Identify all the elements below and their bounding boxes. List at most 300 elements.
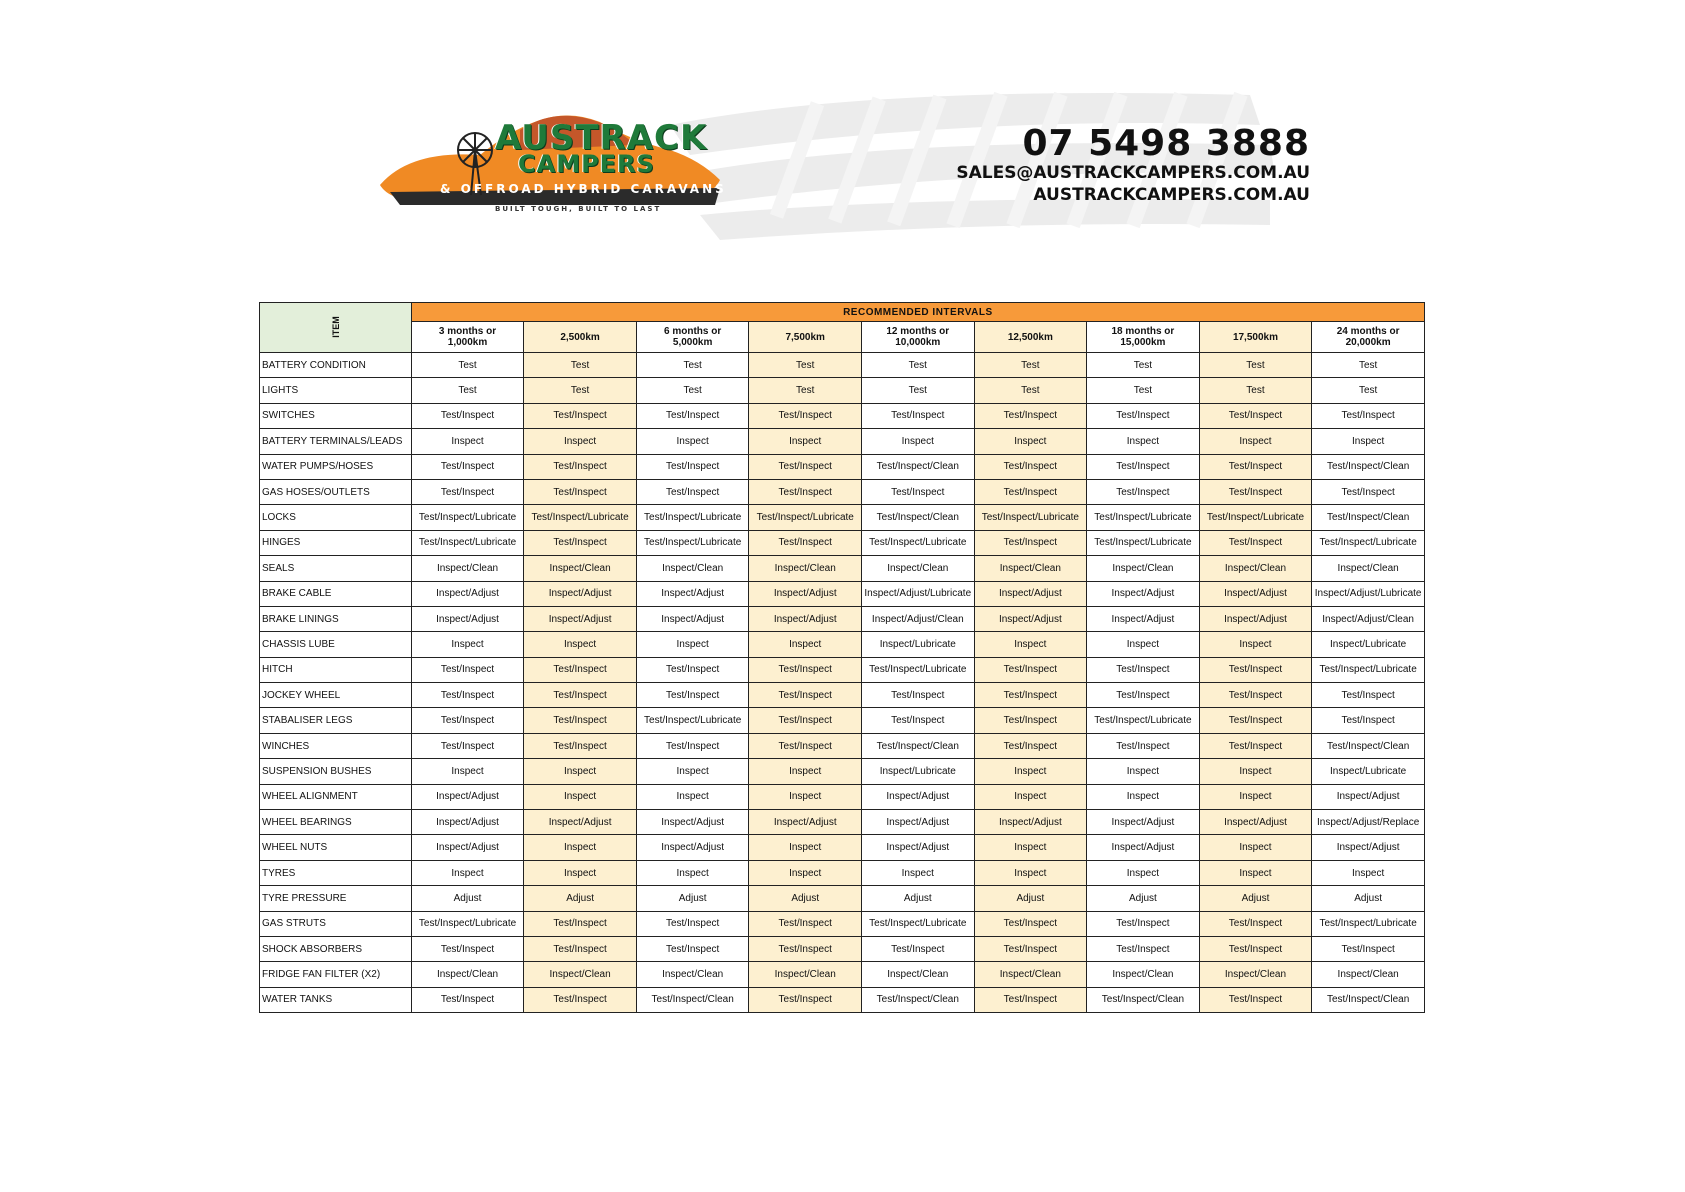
action-cell: Inspect/Clean bbox=[524, 556, 637, 581]
action-cell: Test/Inspect bbox=[411, 479, 524, 504]
action-cell: Test/Inspect bbox=[1199, 911, 1312, 936]
action-cell: Inspect bbox=[1312, 860, 1425, 885]
item-name-cell: LIGHTS bbox=[260, 378, 412, 403]
item-column-header bbox=[260, 303, 412, 353]
item-name-cell: WATER PUMPS/HOSES bbox=[260, 454, 412, 479]
action-cell: Test/Inspect/Clean bbox=[862, 505, 975, 530]
contact-phone[interactable]: 07 5498 3888 bbox=[1022, 123, 1310, 164]
interval-label: 3 months or bbox=[438, 326, 497, 337]
action-cell: Test/Inspect bbox=[1199, 987, 1312, 1012]
action-cell: Test/Inspect bbox=[974, 403, 1087, 428]
action-cell: Test/Inspect bbox=[524, 911, 637, 936]
action-cell: Test/Inspect bbox=[636, 479, 749, 504]
action-cell: Test/Inspect bbox=[636, 683, 749, 708]
action-cell: Test bbox=[974, 353, 1087, 378]
action-cell: Test/Inspect bbox=[1199, 454, 1312, 479]
action-cell: Inspect/Adjust bbox=[636, 835, 749, 860]
action-cell: Inspect bbox=[524, 759, 637, 784]
contact-email[interactable]: SALES@AUSTRACKCAMPERS.COM.AU bbox=[956, 163, 1310, 183]
action-cell: Test/Inspect bbox=[524, 479, 637, 504]
action-cell: Inspect/Adjust bbox=[974, 810, 1087, 835]
action-cell: Test/Inspect bbox=[1087, 911, 1200, 936]
action-cell: Test bbox=[1312, 378, 1425, 403]
action-cell: Adjust bbox=[1087, 886, 1200, 911]
action-cell: Inspect/Adjust bbox=[636, 581, 749, 606]
interval-header bbox=[862, 322, 975, 353]
action-cell: Test/Inspect bbox=[1199, 479, 1312, 504]
table-row bbox=[260, 632, 1425, 657]
interval-distance: 1,000km bbox=[447, 337, 488, 348]
action-cell: Inspect/Clean bbox=[1087, 556, 1200, 581]
action-cell: Test bbox=[524, 378, 637, 403]
action-cell: Test/Inspect bbox=[524, 936, 637, 961]
action-cell: Test bbox=[1199, 378, 1312, 403]
action-cell: Inspect/Lubricate bbox=[1312, 632, 1425, 657]
action-cell: Test bbox=[862, 353, 975, 378]
action-cell: Test bbox=[636, 353, 749, 378]
action-cell: Test/Inspect bbox=[974, 936, 1087, 961]
action-cell: Test/Inspect bbox=[1199, 733, 1312, 758]
action-cell: Inspect/Adjust bbox=[974, 581, 1087, 606]
table-row bbox=[260, 860, 1425, 885]
action-cell: Test/Inspect bbox=[411, 657, 524, 682]
action-cell: Inspect/Adjust bbox=[1199, 810, 1312, 835]
action-cell: Test/Inspect bbox=[749, 936, 862, 961]
action-cell: Inspect/Adjust bbox=[749, 810, 862, 835]
interval-label: 24 months or bbox=[1336, 326, 1400, 337]
table-row bbox=[260, 657, 1425, 682]
action-cell: Test/Inspect bbox=[862, 708, 975, 733]
action-cell: Test/Inspect/Clean bbox=[1312, 454, 1425, 479]
interval-label: 6 months or bbox=[664, 326, 722, 337]
action-cell: Test bbox=[411, 378, 524, 403]
action-cell: Test/Inspect/Lubricate bbox=[524, 505, 637, 530]
action-cell: Test/Inspect/Lubricate bbox=[974, 505, 1087, 530]
action-cell: Test/Inspect bbox=[1199, 657, 1312, 682]
action-cell: Test/Inspect bbox=[411, 454, 524, 479]
table-row bbox=[260, 886, 1425, 911]
action-cell: Adjust bbox=[1312, 886, 1425, 911]
action-cell: Inspect/Adjust bbox=[411, 784, 524, 809]
item-name-cell: BATTERY CONDITION bbox=[260, 353, 412, 378]
action-cell: Inspect/Clean bbox=[749, 556, 862, 581]
action-cell: Test/Inspect bbox=[1199, 530, 1312, 555]
table-title: RECOMMENDED INTERVALS bbox=[411, 303, 1424, 322]
table-row bbox=[260, 733, 1425, 758]
item-header-label: ITEM bbox=[330, 316, 341, 338]
action-cell: Test/Inspect bbox=[1087, 479, 1200, 504]
action-cell: Inspect bbox=[636, 860, 749, 885]
item-name-cell: WHEEL BEARINGS bbox=[260, 810, 412, 835]
item-name-cell: WHEEL ALIGNMENT bbox=[260, 784, 412, 809]
action-cell: Test/Inspect bbox=[974, 657, 1087, 682]
action-cell: Test/Inspect bbox=[749, 987, 862, 1012]
item-name-cell: TYRES bbox=[260, 860, 412, 885]
action-cell: Inspect/Clean bbox=[862, 962, 975, 987]
action-cell: Adjust bbox=[974, 886, 1087, 911]
action-cell: Inspect bbox=[524, 835, 637, 860]
action-cell: Test/Inspect/Clean bbox=[1312, 733, 1425, 758]
item-name-cell: SUSPENSION BUSHES bbox=[260, 759, 412, 784]
action-cell: Test/Inspect bbox=[862, 479, 975, 504]
interval-header bbox=[974, 322, 1087, 353]
action-cell: Inspect bbox=[524, 429, 637, 454]
action-cell: Inspect bbox=[749, 860, 862, 885]
action-cell: Test bbox=[862, 378, 975, 403]
item-name-cell: SWITCHES bbox=[260, 403, 412, 428]
action-cell: Test/Inspect bbox=[411, 708, 524, 733]
interval-label: 17,500km bbox=[1232, 331, 1278, 343]
action-cell: Test bbox=[749, 353, 862, 378]
interval-distance: 15,000km bbox=[1120, 337, 1166, 348]
table-row bbox=[260, 429, 1425, 454]
item-name-cell: BRAKE CABLE bbox=[260, 581, 412, 606]
action-cell: Test/Inspect/Clean bbox=[862, 987, 975, 1012]
action-cell: Inspect bbox=[1087, 784, 1200, 809]
table-row bbox=[260, 962, 1425, 987]
action-cell: Test/Inspect bbox=[524, 733, 637, 758]
action-cell: Inspect bbox=[411, 759, 524, 784]
action-cell: Inspect bbox=[636, 632, 749, 657]
action-cell: Inspect/Adjust bbox=[1199, 606, 1312, 631]
action-cell: Inspect/Clean bbox=[1199, 556, 1312, 581]
action-cell: Test/Inspect bbox=[636, 454, 749, 479]
action-cell: Test/Inspect bbox=[974, 911, 1087, 936]
action-cell: Inspect/Clean bbox=[636, 556, 749, 581]
action-cell: Inspect bbox=[862, 429, 975, 454]
action-cell: Test/Inspect bbox=[1312, 708, 1425, 733]
item-name-cell: WATER TANKS bbox=[260, 987, 412, 1012]
action-cell: Inspect/Clean bbox=[1312, 556, 1425, 581]
action-cell: Inspect/Adjust bbox=[1087, 835, 1200, 860]
action-cell: Test/Inspect bbox=[1087, 683, 1200, 708]
table-row bbox=[260, 581, 1425, 606]
action-cell: Inspect bbox=[524, 860, 637, 885]
interval-label: 12,500km bbox=[1007, 331, 1053, 343]
table-row bbox=[260, 835, 1425, 860]
action-cell: Test/Inspect/Lubricate bbox=[1199, 505, 1312, 530]
action-cell: Test/Inspect bbox=[1312, 403, 1425, 428]
table-row bbox=[260, 606, 1425, 631]
action-cell: Inspect/Adjust/Clean bbox=[862, 606, 975, 631]
action-cell: Adjust bbox=[749, 886, 862, 911]
table-row bbox=[260, 530, 1425, 555]
action-cell: Test/Inspect bbox=[636, 733, 749, 758]
item-name-cell: CHASSIS LUBE bbox=[260, 632, 412, 657]
action-cell: Inspect bbox=[749, 632, 862, 657]
action-cell: Inspect/Adjust bbox=[1087, 606, 1200, 631]
action-cell: Test/Inspect/Lubricate bbox=[636, 505, 749, 530]
action-cell: Test/Inspect bbox=[974, 733, 1087, 758]
action-cell: Test/Inspect bbox=[749, 657, 862, 682]
action-cell: Test/Inspect bbox=[749, 403, 862, 428]
item-name-cell: LOCKS bbox=[260, 505, 412, 530]
action-cell: Inspect/Adjust bbox=[1312, 784, 1425, 809]
interval-header bbox=[524, 322, 637, 353]
action-cell: Inspect/Adjust bbox=[1087, 810, 1200, 835]
item-name-cell: HITCH bbox=[260, 657, 412, 682]
action-cell: Inspect/Adjust bbox=[411, 581, 524, 606]
action-cell: Inspect bbox=[1087, 632, 1200, 657]
action-cell: Test/Inspect bbox=[974, 454, 1087, 479]
action-cell: Inspect/Clean bbox=[524, 962, 637, 987]
action-cell: Inspect bbox=[749, 835, 862, 860]
action-cell: Test/Inspect bbox=[411, 987, 524, 1012]
action-cell: Test/Inspect/Lubricate bbox=[1087, 708, 1200, 733]
action-cell: Test bbox=[974, 378, 1087, 403]
action-cell: Inspect/Adjust bbox=[524, 606, 637, 631]
action-cell: Test/Inspect/Lubricate bbox=[411, 530, 524, 555]
action-cell: Test/Inspect bbox=[1312, 936, 1425, 961]
action-cell: Test bbox=[636, 378, 749, 403]
table-row bbox=[260, 759, 1425, 784]
action-cell: Inspect/Clean bbox=[1199, 962, 1312, 987]
action-cell: Inspect/Adjust bbox=[862, 810, 975, 835]
action-cell: Inspect/Clean bbox=[974, 962, 1087, 987]
header-banner bbox=[370, 85, 1330, 245]
action-cell: Inspect/Adjust bbox=[1199, 581, 1312, 606]
action-cell: Test/Inspect bbox=[1199, 403, 1312, 428]
action-cell: Inspect/Adjust bbox=[524, 581, 637, 606]
action-cell: Test/Inspect/Lubricate bbox=[862, 530, 975, 555]
item-name-cell: FRIDGE FAN FILTER (X2) bbox=[260, 962, 412, 987]
item-name-cell: BRAKE LININGS bbox=[260, 606, 412, 631]
action-cell: Test/Inspect bbox=[524, 530, 637, 555]
action-cell: Test bbox=[411, 353, 524, 378]
action-cell: Inspect/Adjust bbox=[862, 784, 975, 809]
action-cell: Inspect bbox=[974, 860, 1087, 885]
action-cell: Inspect bbox=[974, 759, 1087, 784]
action-cell: Test/Inspect/Lubricate bbox=[411, 505, 524, 530]
action-cell: Test/Inspect/Clean bbox=[1312, 987, 1425, 1012]
action-cell: Adjust bbox=[524, 886, 637, 911]
interval-header bbox=[1199, 322, 1312, 353]
action-cell: Test bbox=[749, 378, 862, 403]
service-schedule-table bbox=[259, 302, 1425, 1013]
action-cell: Inspect bbox=[1199, 860, 1312, 885]
action-cell: Test bbox=[1312, 353, 1425, 378]
action-cell: Inspect/Adjust bbox=[974, 606, 1087, 631]
action-cell: Inspect/Adjust bbox=[862, 835, 975, 860]
action-cell: Inspect bbox=[1199, 429, 1312, 454]
action-cell: Test/Inspect/Clean bbox=[636, 987, 749, 1012]
action-cell: Test/Inspect bbox=[749, 530, 862, 555]
logo-slogan: BUILT TOUGH, BUILT TO LAST bbox=[495, 205, 662, 213]
action-cell: Test/Inspect bbox=[1087, 657, 1200, 682]
action-cell: Inspect bbox=[749, 429, 862, 454]
action-cell: Adjust bbox=[1199, 886, 1312, 911]
interval-label: 12 months or bbox=[886, 326, 950, 337]
action-cell: Test/Inspect bbox=[1312, 683, 1425, 708]
action-cell: Test/Inspect bbox=[524, 708, 637, 733]
action-cell: Test/Inspect/Lubricate bbox=[749, 505, 862, 530]
action-cell: Inspect bbox=[749, 784, 862, 809]
action-cell: Test bbox=[1087, 378, 1200, 403]
item-name-cell: WINCHES bbox=[260, 733, 412, 758]
item-name-cell: GAS STRUTS bbox=[260, 911, 412, 936]
schedule-body bbox=[260, 353, 1425, 1013]
action-cell: Inspect/Clean bbox=[636, 962, 749, 987]
action-cell: Inspect bbox=[524, 784, 637, 809]
action-cell: Inspect bbox=[636, 759, 749, 784]
item-name-cell: JOCKEY WHEEL bbox=[260, 683, 412, 708]
logo-tagline: & OFFROAD HYBRID CARAVANS bbox=[440, 182, 727, 196]
table-row bbox=[260, 683, 1425, 708]
action-cell: Test/Inspect bbox=[1087, 403, 1200, 428]
action-cell: Test/Inspect bbox=[749, 708, 862, 733]
action-cell: Test/Inspect bbox=[974, 479, 1087, 504]
interval-label: 7,500km bbox=[785, 331, 825, 343]
action-cell: Test/Inspect bbox=[1199, 936, 1312, 961]
action-cell: Test/Inspect bbox=[636, 657, 749, 682]
interval-distance: 20,000km bbox=[1345, 337, 1391, 348]
action-cell: Inspect/Lubricate bbox=[1312, 759, 1425, 784]
action-cell: Inspect/Adjust/Lubricate bbox=[1312, 581, 1425, 606]
action-cell: Test/Inspect bbox=[974, 708, 1087, 733]
action-cell: Test/Inspect bbox=[524, 657, 637, 682]
interval-header bbox=[1087, 322, 1200, 353]
action-cell: Inspect bbox=[411, 632, 524, 657]
action-cell: Test/Inspect bbox=[749, 733, 862, 758]
table-row bbox=[260, 708, 1425, 733]
action-cell: Test/Inspect bbox=[524, 987, 637, 1012]
action-cell: Test/Inspect bbox=[1087, 454, 1200, 479]
action-cell: Test/Inspect bbox=[524, 403, 637, 428]
action-cell: Test/Inspect bbox=[411, 683, 524, 708]
action-cell: Test/Inspect/Lubricate bbox=[636, 530, 749, 555]
action-cell: Inspect/Clean bbox=[749, 962, 862, 987]
action-cell: Inspect/Clean bbox=[411, 962, 524, 987]
interval-label: 2,500km bbox=[560, 331, 600, 343]
action-cell: Test/Inspect bbox=[974, 987, 1087, 1012]
action-cell: Inspect bbox=[974, 784, 1087, 809]
interval-label: 18 months or bbox=[1111, 326, 1175, 337]
item-name-cell: HINGES bbox=[260, 530, 412, 555]
table-row bbox=[260, 987, 1425, 1012]
action-cell: Inspect/Lubricate bbox=[862, 632, 975, 657]
action-cell: Inspect/Adjust bbox=[636, 810, 749, 835]
action-cell: Test/Inspect/Lubricate bbox=[862, 911, 975, 936]
action-cell: Inspect/Adjust bbox=[636, 606, 749, 631]
action-cell: Inspect/Adjust bbox=[1312, 835, 1425, 860]
table-row bbox=[260, 556, 1425, 581]
action-cell: Inspect/Adjust bbox=[411, 606, 524, 631]
action-cell: Test bbox=[524, 353, 637, 378]
action-cell: Test/Inspect bbox=[749, 683, 862, 708]
interval-header-row bbox=[260, 322, 1425, 353]
action-cell: Inspect/Adjust bbox=[749, 606, 862, 631]
action-cell: Test/Inspect/Lubricate bbox=[1312, 911, 1425, 936]
action-cell: Inspect/Clean bbox=[974, 556, 1087, 581]
table-row bbox=[260, 784, 1425, 809]
action-cell: Test/Inspect/Lubricate bbox=[1312, 657, 1425, 682]
action-cell: Test/Inspect/Lubricate bbox=[862, 657, 975, 682]
interval-distance: 10,000km bbox=[895, 337, 941, 348]
item-name-cell: BATTERY TERMINALS/LEADS bbox=[260, 429, 412, 454]
action-cell: Inspect/Clean bbox=[1087, 962, 1200, 987]
contact-website[interactable]: AUSTRACKCAMPERS.COM.AU bbox=[1033, 185, 1310, 205]
item-name-cell: GAS HOSES/OUTLETS bbox=[260, 479, 412, 504]
logo-wordmark-campers: CAMPERS bbox=[518, 150, 655, 178]
action-cell: Test/Inspect/Lubricate bbox=[636, 708, 749, 733]
table-row bbox=[260, 403, 1425, 428]
action-cell: Test/Inspect bbox=[524, 454, 637, 479]
action-cell: Test/Inspect bbox=[1312, 479, 1425, 504]
action-cell: Inspect bbox=[1199, 632, 1312, 657]
action-cell: Inspect/Adjust bbox=[1087, 581, 1200, 606]
action-cell: Inspect/Clean bbox=[862, 556, 975, 581]
action-cell: Inspect bbox=[974, 835, 1087, 860]
action-cell: Test/Inspect bbox=[411, 733, 524, 758]
action-cell: Test/Inspect/Lubricate bbox=[1087, 505, 1200, 530]
action-cell: Adjust bbox=[636, 886, 749, 911]
action-cell: Test bbox=[1087, 353, 1200, 378]
interval-header bbox=[749, 322, 862, 353]
action-cell: Test/Inspect/Lubricate bbox=[1312, 530, 1425, 555]
action-cell: Inspect bbox=[636, 429, 749, 454]
action-cell: Inspect/Adjust bbox=[411, 810, 524, 835]
action-cell: Test/Inspect/Clean bbox=[862, 733, 975, 758]
action-cell: Test/Inspect bbox=[749, 479, 862, 504]
action-cell: Test/Inspect/Clean bbox=[1312, 505, 1425, 530]
action-cell: Inspect bbox=[524, 632, 637, 657]
action-cell: Inspect bbox=[974, 429, 1087, 454]
action-cell: Test/Inspect/Lubricate bbox=[1087, 530, 1200, 555]
action-cell: Inspect bbox=[636, 784, 749, 809]
action-cell: Inspect bbox=[411, 429, 524, 454]
table-row bbox=[260, 454, 1425, 479]
action-cell: Inspect bbox=[1199, 759, 1312, 784]
action-cell: Test/Inspect/Clean bbox=[862, 454, 975, 479]
action-cell: Test/Inspect bbox=[524, 683, 637, 708]
austrack-logo[interactable] bbox=[370, 110, 750, 220]
action-cell: Test/Inspect bbox=[1087, 733, 1200, 758]
table-row bbox=[260, 911, 1425, 936]
action-cell: Inspect/Adjust/Lubricate bbox=[862, 581, 975, 606]
action-cell: Inspect/Adjust bbox=[524, 810, 637, 835]
table-row bbox=[260, 810, 1425, 835]
action-cell: Test/Inspect/Clean bbox=[1087, 987, 1200, 1012]
action-cell: Test/Inspect bbox=[974, 683, 1087, 708]
action-cell: Test/Inspect bbox=[749, 911, 862, 936]
action-cell: Inspect/Adjust bbox=[411, 835, 524, 860]
item-name-cell: SHOCK ABSORBERS bbox=[260, 936, 412, 961]
action-cell: Test/Inspect bbox=[749, 454, 862, 479]
table-row bbox=[260, 505, 1425, 530]
item-name-cell: TYRE PRESSURE bbox=[260, 886, 412, 911]
interval-header bbox=[636, 322, 749, 353]
action-cell: Inspect bbox=[1087, 860, 1200, 885]
action-cell: Adjust bbox=[862, 886, 975, 911]
action-cell: Test/Inspect bbox=[1199, 708, 1312, 733]
action-cell: Test/Inspect bbox=[862, 403, 975, 428]
action-cell: Inspect bbox=[1199, 784, 1312, 809]
action-cell: Inspect/Lubricate bbox=[862, 759, 975, 784]
item-name-cell: STABALISER LEGS bbox=[260, 708, 412, 733]
action-cell: Inspect bbox=[1087, 759, 1200, 784]
action-cell: Inspect bbox=[974, 632, 1087, 657]
action-cell: Inspect bbox=[749, 759, 862, 784]
action-cell: Inspect bbox=[1199, 835, 1312, 860]
interval-header bbox=[411, 322, 524, 353]
action-cell: Inspect/Clean bbox=[411, 556, 524, 581]
action-cell: Inspect/Adjust/Clean bbox=[1312, 606, 1425, 631]
action-cell: Inspect bbox=[862, 860, 975, 885]
item-name-cell: SEALS bbox=[260, 556, 412, 581]
table-row bbox=[260, 378, 1425, 403]
action-cell: Test/Inspect bbox=[1087, 936, 1200, 961]
action-cell: Inspect bbox=[1087, 429, 1200, 454]
